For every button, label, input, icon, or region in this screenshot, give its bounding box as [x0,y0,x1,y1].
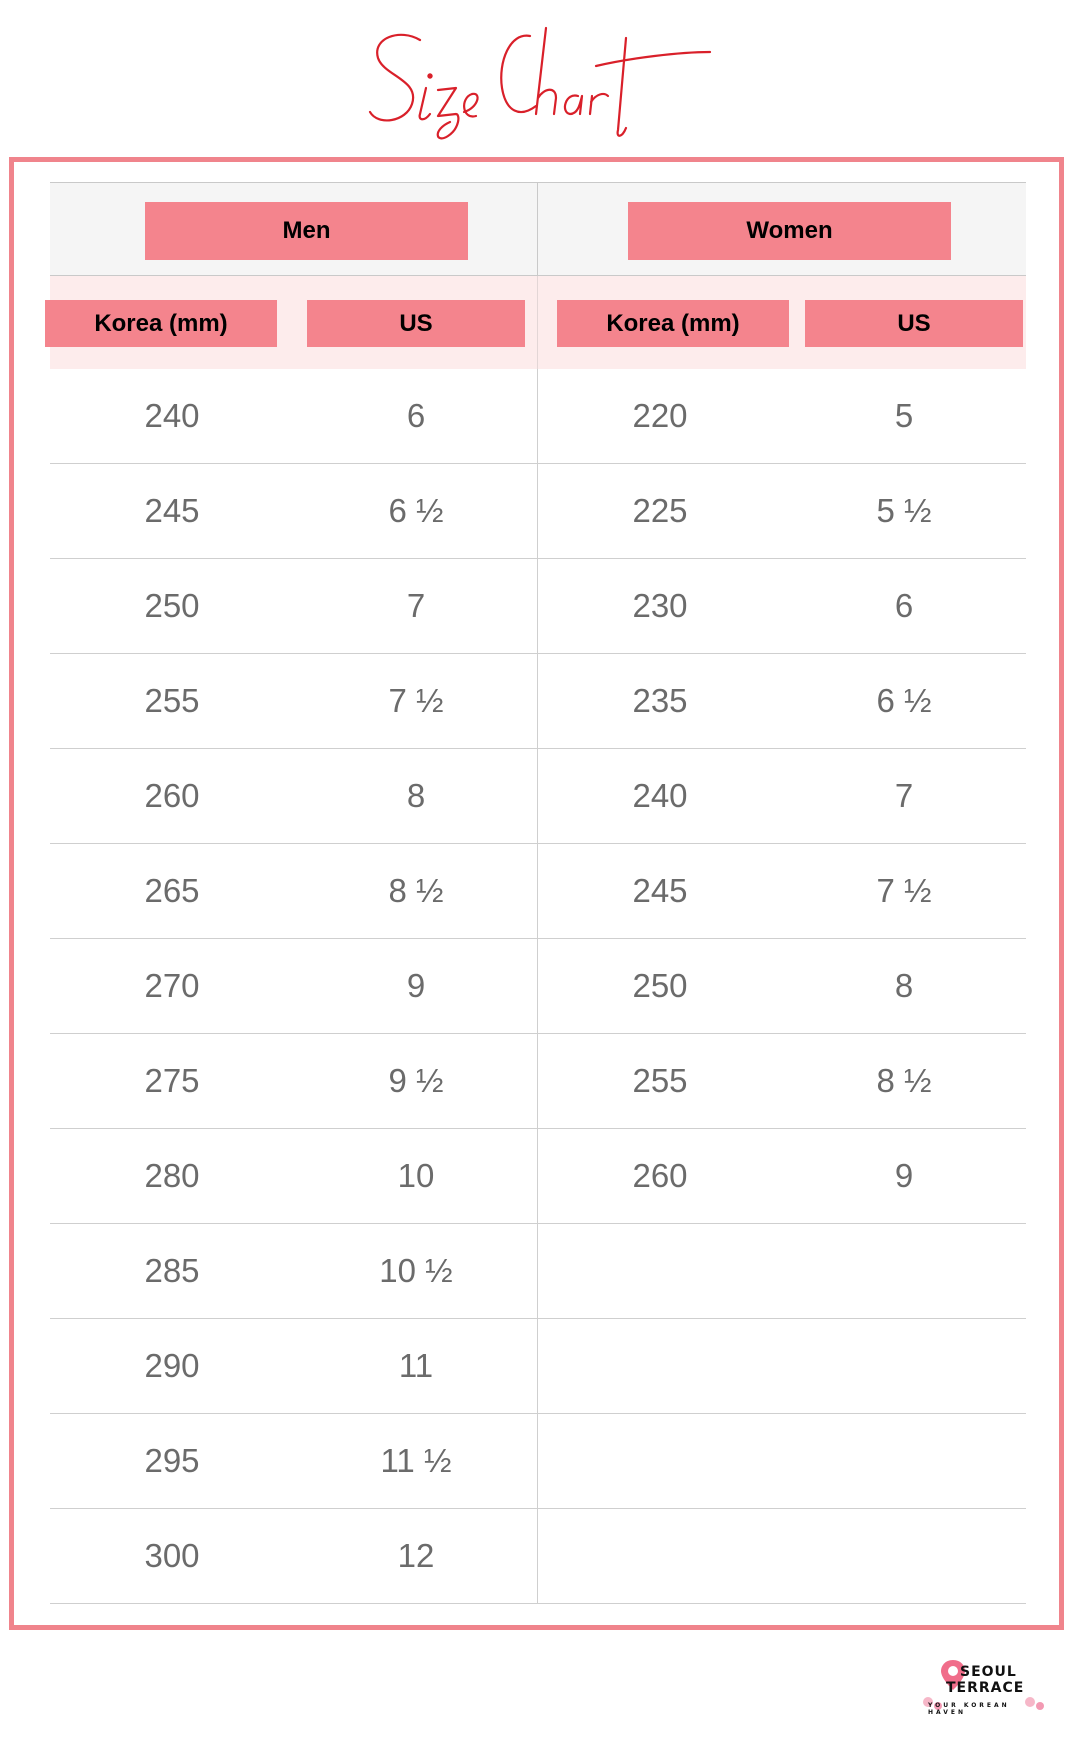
men-us-header: US [307,300,525,347]
table-row [50,654,1026,749]
logo-line2: TERRACE [946,1680,1025,1696]
column-divider [537,559,538,653]
women-korea-cell: 260 [632,1157,688,1194]
women-us-cell: 7 ½ [876,872,932,909]
women-korea-header: Korea (mm) [557,300,789,347]
column-divider [537,276,538,369]
men-korea-cell: 245 [144,492,200,529]
women-korea-cell: 250 [632,967,688,1004]
women-us-cell: 6 [894,587,914,624]
men-korea-cell: 260 [144,777,200,814]
column-divider [537,749,538,843]
women-us-cell: 8 [894,967,914,1004]
women-us-cell: 6 ½ [876,682,932,719]
table-row [50,1224,1026,1319]
table-row [50,1319,1026,1414]
women-us-header: US [805,300,1023,347]
column-divider [537,1129,538,1223]
women-korea-cell [538,1414,782,1508]
column-divider [537,1414,538,1508]
men-korea-cell: 290 [144,1347,200,1384]
men-korea-cell: 270 [144,967,200,1004]
women-us-cell: 5 [894,397,914,434]
women-us-cell: 7 [894,777,914,814]
table-row [50,559,1026,654]
column-divider [537,654,538,748]
table-row [50,939,1026,1034]
women-us-cell [782,1509,1026,1603]
women-us-cell: 8 ½ [876,1062,932,1099]
men-us-cell: 8 [406,777,426,814]
logo-line1: SEOUL [960,1664,1017,1680]
group-header-row [50,182,1026,276]
column-divider [537,1224,538,1318]
women-korea-cell: 235 [632,682,688,719]
women-korea-cell: 255 [632,1062,688,1099]
men-us-cell: 9 ½ [388,1062,444,1099]
men-us-cell: 9 [406,967,426,1004]
page-title [0,18,1080,148]
table-row [50,369,1026,464]
men-korea-cell: 255 [144,682,200,719]
men-korea-cell: 250 [144,587,200,624]
logo-tagline: YOUR KOREAN HAVEN [928,1702,1010,1716]
table-row [50,844,1026,939]
women-korea-cell: 245 [632,872,688,909]
women-korea-cell: 220 [632,397,688,434]
men-korea-cell: 240 [144,397,200,434]
men-korea-cell: 300 [144,1537,200,1574]
men-header: Men [145,202,468,260]
women-korea-cell: 240 [632,777,688,814]
column-divider [537,844,538,938]
men-us-cell: 6 [406,397,426,434]
men-korea-header: Korea (mm) [45,300,277,347]
column-divider [537,369,538,463]
sub-header-row [50,276,1026,369]
table-row [50,1034,1026,1129]
size-rows [50,369,1026,1604]
women-us-cell [782,1414,1026,1508]
table-row [50,1414,1026,1509]
men-us-cell: 11 [398,1347,434,1384]
women-us-cell [782,1319,1026,1413]
men-us-cell: 6 ½ [388,492,444,529]
table-row [50,749,1026,844]
column-divider [537,1509,538,1603]
size-chart-script-title [360,18,720,148]
men-korea-cell: 275 [144,1062,200,1099]
women-korea-cell [538,1224,782,1318]
table-row [50,1509,1026,1604]
table-row [50,464,1026,559]
column-divider [537,183,538,275]
women-korea-cell: 230 [632,587,688,624]
size-table [50,182,1026,1604]
men-us-cell: 12 [397,1537,435,1574]
men-us-cell: 10 ½ [379,1252,453,1289]
men-us-cell: 11 ½ [380,1442,452,1479]
men-korea-cell: 295 [144,1442,200,1479]
men-us-cell: 10 [397,1157,435,1194]
men-us-cell: 7 [406,587,426,624]
column-divider [537,464,538,558]
column-divider [537,939,538,1033]
women-korea-cell: 225 [632,492,688,529]
women-us-cell [782,1224,1026,1318]
men-korea-cell: 265 [144,872,200,909]
men-us-cell: 7 ½ [388,682,444,719]
women-header: Women [628,202,951,260]
women-us-cell: 5 ½ [876,492,932,529]
seoul-terrace-logo [918,1658,1048,1740]
column-divider [537,1319,538,1413]
men-us-cell: 8 ½ [388,872,444,909]
women-korea-cell [538,1319,782,1413]
men-korea-cell: 285 [144,1252,200,1289]
women-korea-cell [538,1509,782,1603]
women-us-cell: 9 [894,1157,914,1194]
column-divider [537,1034,538,1128]
men-korea-cell: 280 [144,1157,200,1194]
table-row [50,1129,1026,1224]
